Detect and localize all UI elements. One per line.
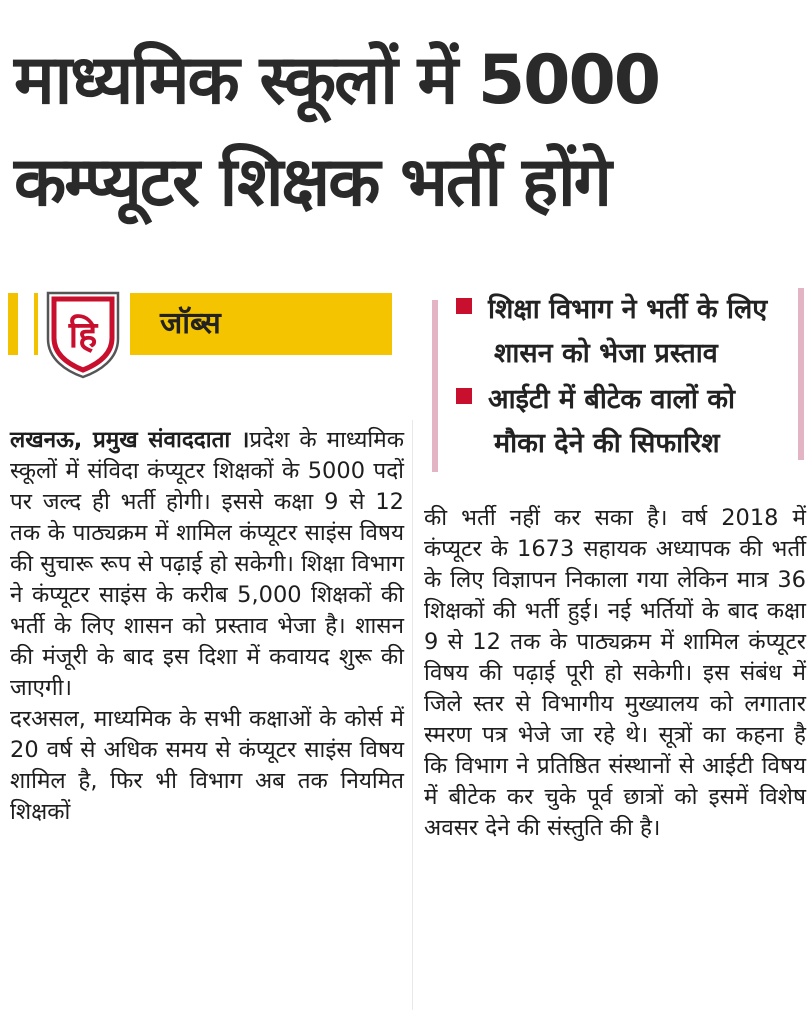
highlight-text: शिक्षा विभाग ने भर्ती के लिए — [488, 294, 768, 325]
logo-glyph: हि — [68, 315, 98, 356]
brand-accent-bar — [8, 293, 18, 355]
highlight-item — [456, 288, 767, 376]
dateline: लखनऊ, प्रमुख संवाददाता । — [10, 427, 250, 453]
article-paragraph — [10, 425, 404, 704]
column-divider — [412, 420, 413, 1010]
headline-line-2: कम्प्यूटर शिक्षक भर्ती होंगे — [14, 143, 610, 222]
article-column-right — [424, 503, 806, 844]
article-column-left — [10, 425, 404, 828]
paragraph-text: प्रदेश के माध्यमिक स्कूलों में संविदा कंप्यूटर शिक्षकों के 5000 पदों पर जल्द ही भर्ती होगी। इससे कक्षा 9 से 12 तक के पाठ्यक्रम में शामिल कंप्यूटर साइंस विषय की सुचारू रूप से पढ़ाई हो सकेगी। शिक्षा विभाग ने कंप्यूटर साइंस के करीब 5,000 शिक्षकों की भर्ती के लिए शासन को प्रस्ताव भेजा है। शासन की मंजूरी के बाद इस दिशा में कवायद शुरू की जाएगी। — [10, 427, 404, 701]
article-paragraph: दरअसल, माध्यमिक के सभी कक्षाओं के कोर्स में 20 वर्ष से अधिक समय से कंप्यूटर साइंस विषय शामिल है, फिर भी विभाग अब तक नियमित शिक्षकों — [10, 706, 404, 825]
section-label: जॉब्स — [160, 306, 221, 341]
highlight-item — [456, 378, 735, 466]
section-brand-bar — [8, 287, 388, 377]
highlight-text-continued: मौका देने की सिफारिश — [494, 428, 720, 459]
highlight-text: आईटी में बीटेक वालों को — [488, 384, 735, 415]
brand-accent-tick — [34, 293, 38, 355]
bullet-square-icon — [456, 388, 472, 404]
headline-line-1: माध्यमिक स्कूलों में 5000 — [14, 41, 660, 120]
highlight-text-continued: शासन को भेजा प्रस्ताव — [494, 338, 718, 369]
highlight-right-border — [798, 288, 804, 460]
bullet-square-icon — [456, 298, 472, 314]
highlight-left-border — [432, 300, 438, 472]
headline — [14, 30, 804, 234]
hindustan-logo-icon — [42, 287, 124, 379]
highlight-box — [432, 288, 804, 470]
article-paragraph: की भर्ती नहीं कर सका है। वर्ष 2018 में कंप्यूटर के 1673 सहायक अध्यापक की भर्ती के लिए विज्ञापन निकाला गया लेकिन मात्र 36 शिक्षकों की भर्ती हुई। नई भर्तियों के बाद कक्षा 9 से 12 तक के पाठ्यक्रम में शामिल कंप्यूटर विषय की पढ़ाई पूरी हो सकेगी। इस संबंध में जिले स्तर से विभागीय मुख्यालय को लगातार स्मरण पत्र भेजे जा रहे थे। सूत्रों का कहना है कि विभाग ने प्रतिष्ठित संस्थानों से आईटी विषय में बीटेक कर चुके पूर्व छात्रों को इसमें विशेष अवसर देने की संस्तुति की है। — [424, 505, 806, 841]
